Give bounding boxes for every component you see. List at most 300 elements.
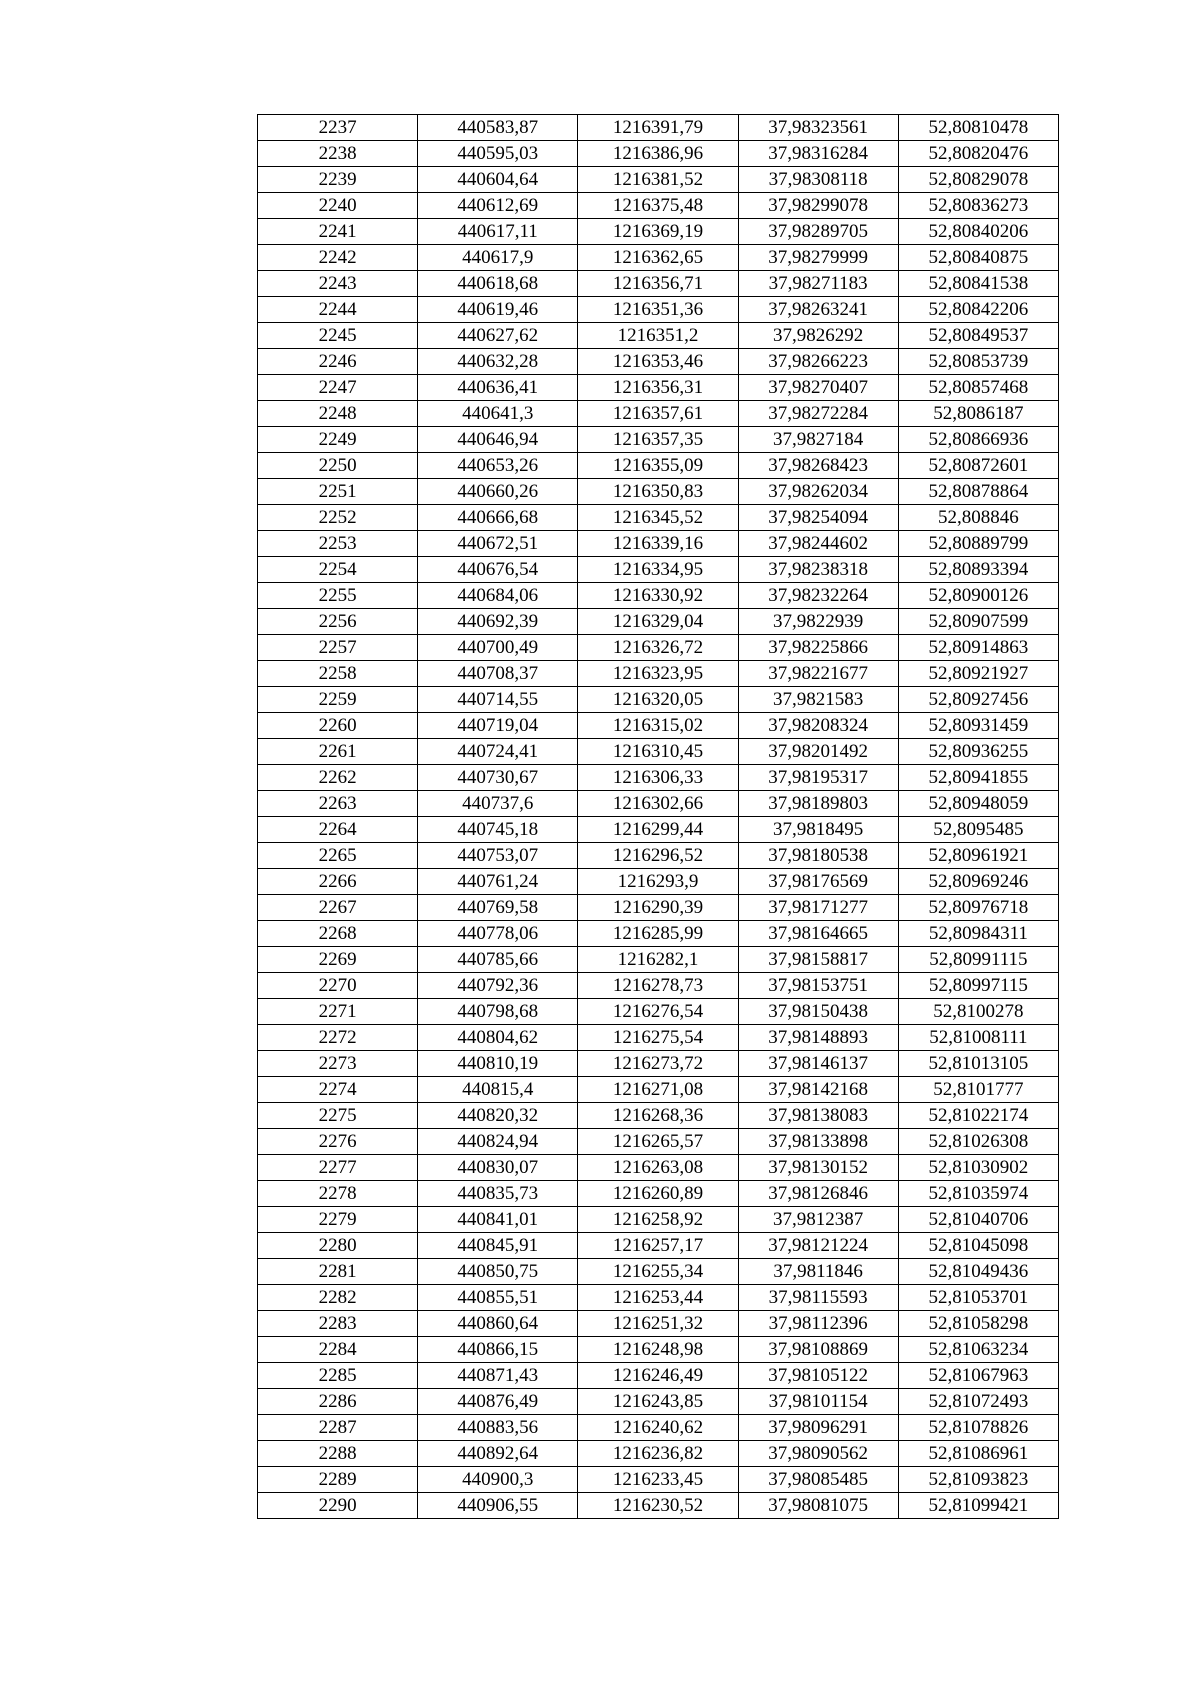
table-row bbox=[258, 1311, 1059, 1337]
y-coordinate-cell: 1216330,92 bbox=[578, 583, 738, 609]
longitude-cell: 37,98238318 bbox=[738, 557, 898, 583]
y-coordinate-cell: 1216339,16 bbox=[578, 531, 738, 557]
table-row bbox=[258, 297, 1059, 323]
table-row bbox=[258, 843, 1059, 869]
longitude-cell: 37,9826292 bbox=[738, 323, 898, 349]
y-coordinate-cell: 1216302,66 bbox=[578, 791, 738, 817]
point-number-cell: 2252 bbox=[258, 505, 418, 531]
table-row bbox=[258, 1467, 1059, 1493]
x-coordinate-cell: 440785,66 bbox=[418, 947, 578, 973]
y-coordinate-cell: 1216233,45 bbox=[578, 1467, 738, 1493]
longitude-cell: 37,98150438 bbox=[738, 999, 898, 1025]
latitude-cell: 52,81049436 bbox=[898, 1259, 1058, 1285]
y-coordinate-cell: 1216268,36 bbox=[578, 1103, 738, 1129]
table-row bbox=[258, 1181, 1059, 1207]
longitude-cell: 37,98272284 bbox=[738, 401, 898, 427]
latitude-cell: 52,80866936 bbox=[898, 427, 1058, 453]
point-number-cell: 2273 bbox=[258, 1051, 418, 1077]
x-coordinate-cell: 440595,03 bbox=[418, 141, 578, 167]
point-number-cell: 2269 bbox=[258, 947, 418, 973]
point-number-cell: 2249 bbox=[258, 427, 418, 453]
longitude-cell: 37,98121224 bbox=[738, 1233, 898, 1259]
table-row bbox=[258, 193, 1059, 219]
x-coordinate-cell: 440724,41 bbox=[418, 739, 578, 765]
longitude-cell: 37,98316284 bbox=[738, 141, 898, 167]
table-row bbox=[258, 947, 1059, 973]
y-coordinate-cell: 1216246,49 bbox=[578, 1363, 738, 1389]
latitude-cell: 52,81035974 bbox=[898, 1181, 1058, 1207]
point-number-cell: 2262 bbox=[258, 765, 418, 791]
longitude-cell: 37,98130152 bbox=[738, 1155, 898, 1181]
point-number-cell: 2286 bbox=[258, 1389, 418, 1415]
latitude-cell: 52,8086187 bbox=[898, 401, 1058, 427]
y-coordinate-cell: 1216243,85 bbox=[578, 1389, 738, 1415]
point-number-cell: 2287 bbox=[258, 1415, 418, 1441]
longitude-cell: 37,98108869 bbox=[738, 1337, 898, 1363]
x-coordinate-cell: 440745,18 bbox=[418, 817, 578, 843]
latitude-cell: 52,81078826 bbox=[898, 1415, 1058, 1441]
point-number-cell: 2259 bbox=[258, 687, 418, 713]
longitude-cell: 37,98323561 bbox=[738, 115, 898, 141]
latitude-cell: 52,80836273 bbox=[898, 193, 1058, 219]
latitude-cell: 52,81040706 bbox=[898, 1207, 1058, 1233]
longitude-cell: 37,98090562 bbox=[738, 1441, 898, 1467]
latitude-cell: 52,80948059 bbox=[898, 791, 1058, 817]
table-row bbox=[258, 1103, 1059, 1129]
x-coordinate-cell: 440769,58 bbox=[418, 895, 578, 921]
table-row bbox=[258, 1207, 1059, 1233]
longitude-cell: 37,98133898 bbox=[738, 1129, 898, 1155]
table-row bbox=[258, 1155, 1059, 1181]
point-number-cell: 2288 bbox=[258, 1441, 418, 1467]
latitude-cell: 52,81063234 bbox=[898, 1337, 1058, 1363]
y-coordinate-cell: 1216265,57 bbox=[578, 1129, 738, 1155]
y-coordinate-cell: 1216273,72 bbox=[578, 1051, 738, 1077]
point-number-cell: 2240 bbox=[258, 193, 418, 219]
longitude-cell: 37,98266223 bbox=[738, 349, 898, 375]
table-row bbox=[258, 167, 1059, 193]
x-coordinate-cell: 440660,26 bbox=[418, 479, 578, 505]
y-coordinate-cell: 1216278,73 bbox=[578, 973, 738, 999]
y-coordinate-cell: 1216357,35 bbox=[578, 427, 738, 453]
x-coordinate-cell: 440684,06 bbox=[418, 583, 578, 609]
longitude-cell: 37,98271183 bbox=[738, 271, 898, 297]
y-coordinate-cell: 1216230,52 bbox=[578, 1493, 738, 1519]
longitude-cell: 37,98270407 bbox=[738, 375, 898, 401]
table-row bbox=[258, 1285, 1059, 1311]
y-coordinate-cell: 1216263,08 bbox=[578, 1155, 738, 1181]
point-number-cell: 2279 bbox=[258, 1207, 418, 1233]
latitude-cell: 52,8101777 bbox=[898, 1077, 1058, 1103]
x-coordinate-cell: 440778,06 bbox=[418, 921, 578, 947]
latitude-cell: 52,80857468 bbox=[898, 375, 1058, 401]
point-number-cell: 2289 bbox=[258, 1467, 418, 1493]
latitude-cell: 52,80849537 bbox=[898, 323, 1058, 349]
table-row bbox=[258, 323, 1059, 349]
latitude-cell: 52,80872601 bbox=[898, 453, 1058, 479]
point-number-cell: 2271 bbox=[258, 999, 418, 1025]
latitude-cell: 52,80914863 bbox=[898, 635, 1058, 661]
x-coordinate-cell: 440714,55 bbox=[418, 687, 578, 713]
x-coordinate-cell: 440666,68 bbox=[418, 505, 578, 531]
coordinates-table-body bbox=[258, 115, 1059, 1519]
table-row bbox=[258, 401, 1059, 427]
y-coordinate-cell: 1216350,83 bbox=[578, 479, 738, 505]
table-row bbox=[258, 1233, 1059, 1259]
coordinates-table bbox=[257, 114, 1059, 1519]
latitude-cell: 52,81053701 bbox=[898, 1285, 1058, 1311]
y-coordinate-cell: 1216355,09 bbox=[578, 453, 738, 479]
latitude-cell: 52,8095485 bbox=[898, 817, 1058, 843]
latitude-cell: 52,80921927 bbox=[898, 661, 1058, 687]
point-number-cell: 2282 bbox=[258, 1285, 418, 1311]
table-row bbox=[258, 817, 1059, 843]
x-coordinate-cell: 440632,28 bbox=[418, 349, 578, 375]
y-coordinate-cell: 1216299,44 bbox=[578, 817, 738, 843]
longitude-cell: 37,98164665 bbox=[738, 921, 898, 947]
y-coordinate-cell: 1216320,05 bbox=[578, 687, 738, 713]
y-coordinate-cell: 1216391,79 bbox=[578, 115, 738, 141]
latitude-cell: 52,81086961 bbox=[898, 1441, 1058, 1467]
x-coordinate-cell: 440871,43 bbox=[418, 1363, 578, 1389]
y-coordinate-cell: 1216276,54 bbox=[578, 999, 738, 1025]
table-row bbox=[258, 713, 1059, 739]
y-coordinate-cell: 1216290,39 bbox=[578, 895, 738, 921]
latitude-cell: 52,80900126 bbox=[898, 583, 1058, 609]
longitude-cell: 37,98201492 bbox=[738, 739, 898, 765]
longitude-cell: 37,98308118 bbox=[738, 167, 898, 193]
longitude-cell: 37,98148893 bbox=[738, 1025, 898, 1051]
longitude-cell: 37,98180538 bbox=[738, 843, 898, 869]
latitude-cell: 52,80927456 bbox=[898, 687, 1058, 713]
x-coordinate-cell: 440792,36 bbox=[418, 973, 578, 999]
point-number-cell: 2280 bbox=[258, 1233, 418, 1259]
longitude-cell: 37,9818495 bbox=[738, 817, 898, 843]
latitude-cell: 52,81013105 bbox=[898, 1051, 1058, 1077]
table-row bbox=[258, 219, 1059, 245]
point-number-cell: 2278 bbox=[258, 1181, 418, 1207]
y-coordinate-cell: 1216240,62 bbox=[578, 1415, 738, 1441]
y-coordinate-cell: 1216345,52 bbox=[578, 505, 738, 531]
point-number-cell: 2248 bbox=[258, 401, 418, 427]
point-number-cell: 2245 bbox=[258, 323, 418, 349]
table-row bbox=[258, 505, 1059, 531]
point-number-cell: 2258 bbox=[258, 661, 418, 687]
table-row bbox=[258, 1363, 1059, 1389]
longitude-cell: 37,98142168 bbox=[738, 1077, 898, 1103]
latitude-cell: 52,81058298 bbox=[898, 1311, 1058, 1337]
table-row bbox=[258, 557, 1059, 583]
x-coordinate-cell: 440830,07 bbox=[418, 1155, 578, 1181]
longitude-cell: 37,98138083 bbox=[738, 1103, 898, 1129]
point-number-cell: 2263 bbox=[258, 791, 418, 817]
table-row bbox=[258, 765, 1059, 791]
latitude-cell: 52,808846 bbox=[898, 505, 1058, 531]
x-coordinate-cell: 440753,07 bbox=[418, 843, 578, 869]
point-number-cell: 2261 bbox=[258, 739, 418, 765]
longitude-cell: 37,98268423 bbox=[738, 453, 898, 479]
point-number-cell: 2274 bbox=[258, 1077, 418, 1103]
longitude-cell: 37,98176569 bbox=[738, 869, 898, 895]
table-row bbox=[258, 739, 1059, 765]
y-coordinate-cell: 1216248,98 bbox=[578, 1337, 738, 1363]
longitude-cell: 37,98225866 bbox=[738, 635, 898, 661]
y-coordinate-cell: 1216334,95 bbox=[578, 557, 738, 583]
latitude-cell: 52,80841538 bbox=[898, 271, 1058, 297]
table-row bbox=[258, 1077, 1059, 1103]
latitude-cell: 52,80810478 bbox=[898, 115, 1058, 141]
point-number-cell: 2267 bbox=[258, 895, 418, 921]
y-coordinate-cell: 1216315,02 bbox=[578, 713, 738, 739]
x-coordinate-cell: 440730,67 bbox=[418, 765, 578, 791]
point-number-cell: 2272 bbox=[258, 1025, 418, 1051]
point-number-cell: 2270 bbox=[258, 973, 418, 999]
y-coordinate-cell: 1216236,82 bbox=[578, 1441, 738, 1467]
x-coordinate-cell: 440824,94 bbox=[418, 1129, 578, 1155]
x-coordinate-cell: 440761,24 bbox=[418, 869, 578, 895]
latitude-cell: 52,80969246 bbox=[898, 869, 1058, 895]
latitude-cell: 52,81045098 bbox=[898, 1233, 1058, 1259]
latitude-cell: 52,81067963 bbox=[898, 1363, 1058, 1389]
latitude-cell: 52,80984311 bbox=[898, 921, 1058, 947]
longitude-cell: 37,98254094 bbox=[738, 505, 898, 531]
table-row bbox=[258, 1441, 1059, 1467]
x-coordinate-cell: 440876,49 bbox=[418, 1389, 578, 1415]
latitude-cell: 52,80941855 bbox=[898, 765, 1058, 791]
point-number-cell: 2243 bbox=[258, 271, 418, 297]
y-coordinate-cell: 1216362,65 bbox=[578, 245, 738, 271]
x-coordinate-cell: 440627,62 bbox=[418, 323, 578, 349]
latitude-cell: 52,80853739 bbox=[898, 349, 1058, 375]
longitude-cell: 37,9812387 bbox=[738, 1207, 898, 1233]
latitude-cell: 52,80936255 bbox=[898, 739, 1058, 765]
longitude-cell: 37,98096291 bbox=[738, 1415, 898, 1441]
longitude-cell: 37,9821583 bbox=[738, 687, 898, 713]
y-coordinate-cell: 1216275,54 bbox=[578, 1025, 738, 1051]
y-coordinate-cell: 1216323,95 bbox=[578, 661, 738, 687]
latitude-cell: 52,81022174 bbox=[898, 1103, 1058, 1129]
point-number-cell: 2283 bbox=[258, 1311, 418, 1337]
x-coordinate-cell: 440906,55 bbox=[418, 1493, 578, 1519]
x-coordinate-cell: 440855,51 bbox=[418, 1285, 578, 1311]
x-coordinate-cell: 440672,51 bbox=[418, 531, 578, 557]
longitude-cell: 37,98195317 bbox=[738, 765, 898, 791]
latitude-cell: 52,80840875 bbox=[898, 245, 1058, 271]
x-coordinate-cell: 440860,64 bbox=[418, 1311, 578, 1337]
latitude-cell: 52,80997115 bbox=[898, 973, 1058, 999]
longitude-cell: 37,98208324 bbox=[738, 713, 898, 739]
x-coordinate-cell: 440835,73 bbox=[418, 1181, 578, 1207]
longitude-cell: 37,98126846 bbox=[738, 1181, 898, 1207]
point-number-cell: 2257 bbox=[258, 635, 418, 661]
longitude-cell: 37,98146137 bbox=[738, 1051, 898, 1077]
table-row bbox=[258, 999, 1059, 1025]
longitude-cell: 37,9827184 bbox=[738, 427, 898, 453]
latitude-cell: 52,80878864 bbox=[898, 479, 1058, 505]
y-coordinate-cell: 1216356,71 bbox=[578, 271, 738, 297]
longitude-cell: 37,98085485 bbox=[738, 1467, 898, 1493]
point-number-cell: 2281 bbox=[258, 1259, 418, 1285]
x-coordinate-cell: 440810,19 bbox=[418, 1051, 578, 1077]
y-coordinate-cell: 1216351,2 bbox=[578, 323, 738, 349]
y-coordinate-cell: 1216353,46 bbox=[578, 349, 738, 375]
point-number-cell: 2247 bbox=[258, 375, 418, 401]
point-number-cell: 2246 bbox=[258, 349, 418, 375]
latitude-cell: 52,81072493 bbox=[898, 1389, 1058, 1415]
latitude-cell: 52,80889799 bbox=[898, 531, 1058, 557]
point-number-cell: 2254 bbox=[258, 557, 418, 583]
table-row bbox=[258, 921, 1059, 947]
x-coordinate-cell: 440798,68 bbox=[418, 999, 578, 1025]
table-row bbox=[258, 1051, 1059, 1077]
y-coordinate-cell: 1216329,04 bbox=[578, 609, 738, 635]
table-row bbox=[258, 583, 1059, 609]
longitude-cell: 37,98081075 bbox=[738, 1493, 898, 1519]
y-coordinate-cell: 1216326,72 bbox=[578, 635, 738, 661]
table-row bbox=[258, 609, 1059, 635]
latitude-cell: 52,80842206 bbox=[898, 297, 1058, 323]
point-number-cell: 2290 bbox=[258, 1493, 418, 1519]
point-number-cell: 2264 bbox=[258, 817, 418, 843]
y-coordinate-cell: 1216253,44 bbox=[578, 1285, 738, 1311]
point-number-cell: 2255 bbox=[258, 583, 418, 609]
latitude-cell: 52,80991115 bbox=[898, 947, 1058, 973]
y-coordinate-cell: 1216306,33 bbox=[578, 765, 738, 791]
x-coordinate-cell: 440583,87 bbox=[418, 115, 578, 141]
x-coordinate-cell: 440866,15 bbox=[418, 1337, 578, 1363]
y-coordinate-cell: 1216258,92 bbox=[578, 1207, 738, 1233]
y-coordinate-cell: 1216381,52 bbox=[578, 167, 738, 193]
point-number-cell: 2238 bbox=[258, 141, 418, 167]
table-row bbox=[258, 1337, 1059, 1363]
y-coordinate-cell: 1216375,48 bbox=[578, 193, 738, 219]
table-row bbox=[258, 453, 1059, 479]
latitude-cell: 52,80976718 bbox=[898, 895, 1058, 921]
y-coordinate-cell: 1216285,99 bbox=[578, 921, 738, 947]
point-number-cell: 2260 bbox=[258, 713, 418, 739]
y-coordinate-cell: 1216310,45 bbox=[578, 739, 738, 765]
latitude-cell: 52,80820476 bbox=[898, 141, 1058, 167]
point-number-cell: 2277 bbox=[258, 1155, 418, 1181]
x-coordinate-cell: 440841,01 bbox=[418, 1207, 578, 1233]
latitude-cell: 52,80931459 bbox=[898, 713, 1058, 739]
x-coordinate-cell: 440618,68 bbox=[418, 271, 578, 297]
y-coordinate-cell: 1216257,17 bbox=[578, 1233, 738, 1259]
y-coordinate-cell: 1216271,08 bbox=[578, 1077, 738, 1103]
longitude-cell: 37,98263241 bbox=[738, 297, 898, 323]
longitude-cell: 37,9822939 bbox=[738, 609, 898, 635]
x-coordinate-cell: 440676,54 bbox=[418, 557, 578, 583]
longitude-cell: 37,98232264 bbox=[738, 583, 898, 609]
point-number-cell: 2239 bbox=[258, 167, 418, 193]
latitude-cell: 52,81030902 bbox=[898, 1155, 1058, 1181]
x-coordinate-cell: 440604,64 bbox=[418, 167, 578, 193]
table-row bbox=[258, 687, 1059, 713]
longitude-cell: 37,98105122 bbox=[738, 1363, 898, 1389]
longitude-cell: 37,98221677 bbox=[738, 661, 898, 687]
x-coordinate-cell: 440646,94 bbox=[418, 427, 578, 453]
table-row bbox=[258, 1415, 1059, 1441]
y-coordinate-cell: 1216351,36 bbox=[578, 297, 738, 323]
table-row bbox=[258, 1259, 1059, 1285]
point-number-cell: 2244 bbox=[258, 297, 418, 323]
table-row bbox=[258, 661, 1059, 687]
y-coordinate-cell: 1216357,61 bbox=[578, 401, 738, 427]
y-coordinate-cell: 1216386,96 bbox=[578, 141, 738, 167]
longitude-cell: 37,98171277 bbox=[738, 895, 898, 921]
longitude-cell: 37,98115593 bbox=[738, 1285, 898, 1311]
point-number-cell: 2241 bbox=[258, 219, 418, 245]
table-row bbox=[258, 1129, 1059, 1155]
x-coordinate-cell: 440636,41 bbox=[418, 375, 578, 401]
longitude-cell: 37,98158817 bbox=[738, 947, 898, 973]
latitude-cell: 52,81093823 bbox=[898, 1467, 1058, 1493]
point-number-cell: 2285 bbox=[258, 1363, 418, 1389]
latitude-cell: 52,80893394 bbox=[898, 557, 1058, 583]
latitude-cell: 52,81099421 bbox=[898, 1493, 1058, 1519]
latitude-cell: 52,80961921 bbox=[898, 843, 1058, 869]
longitude-cell: 37,98101154 bbox=[738, 1389, 898, 1415]
y-coordinate-cell: 1216255,34 bbox=[578, 1259, 738, 1285]
x-coordinate-cell: 440900,3 bbox=[418, 1467, 578, 1493]
point-number-cell: 2268 bbox=[258, 921, 418, 947]
table-row bbox=[258, 635, 1059, 661]
longitude-cell: 37,98289705 bbox=[738, 219, 898, 245]
point-number-cell: 2276 bbox=[258, 1129, 418, 1155]
x-coordinate-cell: 440737,6 bbox=[418, 791, 578, 817]
table-row bbox=[258, 271, 1059, 297]
table-row bbox=[258, 1389, 1059, 1415]
point-number-cell: 2237 bbox=[258, 115, 418, 141]
point-number-cell: 2256 bbox=[258, 609, 418, 635]
point-number-cell: 2253 bbox=[258, 531, 418, 557]
latitude-cell: 52,81008111 bbox=[898, 1025, 1058, 1051]
point-number-cell: 2250 bbox=[258, 453, 418, 479]
point-number-cell: 2266 bbox=[258, 869, 418, 895]
table-row bbox=[258, 531, 1059, 557]
x-coordinate-cell: 440617,11 bbox=[418, 219, 578, 245]
x-coordinate-cell: 440845,91 bbox=[418, 1233, 578, 1259]
longitude-cell: 37,9811846 bbox=[738, 1259, 898, 1285]
y-coordinate-cell: 1216251,32 bbox=[578, 1311, 738, 1337]
table-row bbox=[258, 115, 1059, 141]
latitude-cell: 52,8100278 bbox=[898, 999, 1058, 1025]
x-coordinate-cell: 440619,46 bbox=[418, 297, 578, 323]
y-coordinate-cell: 1216293,9 bbox=[578, 869, 738, 895]
point-number-cell: 2284 bbox=[258, 1337, 418, 1363]
table-row bbox=[258, 1025, 1059, 1051]
x-coordinate-cell: 440804,62 bbox=[418, 1025, 578, 1051]
point-number-cell: 2242 bbox=[258, 245, 418, 271]
x-coordinate-cell: 440692,39 bbox=[418, 609, 578, 635]
table-row bbox=[258, 427, 1059, 453]
x-coordinate-cell: 440617,9 bbox=[418, 245, 578, 271]
longitude-cell: 37,98153751 bbox=[738, 973, 898, 999]
point-number-cell: 2275 bbox=[258, 1103, 418, 1129]
x-coordinate-cell: 440820,32 bbox=[418, 1103, 578, 1129]
table-row bbox=[258, 869, 1059, 895]
x-coordinate-cell: 440641,3 bbox=[418, 401, 578, 427]
x-coordinate-cell: 440653,26 bbox=[418, 453, 578, 479]
y-coordinate-cell: 1216296,52 bbox=[578, 843, 738, 869]
table-row bbox=[258, 141, 1059, 167]
longitude-cell: 37,98112396 bbox=[738, 1311, 898, 1337]
x-coordinate-cell: 440612,69 bbox=[418, 193, 578, 219]
table-row bbox=[258, 349, 1059, 375]
x-coordinate-cell: 440892,64 bbox=[418, 1441, 578, 1467]
table-row bbox=[258, 1493, 1059, 1519]
x-coordinate-cell: 440815,4 bbox=[418, 1077, 578, 1103]
